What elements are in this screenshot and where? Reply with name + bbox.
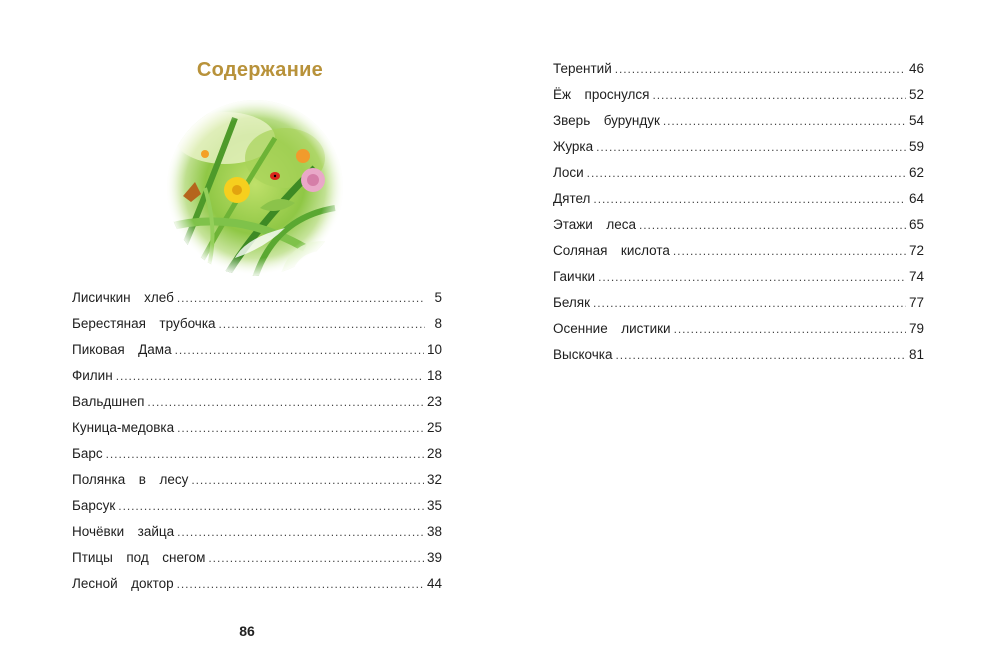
- toc-entry-page: 5: [434, 290, 442, 305]
- toc-entry[interactable]: [553, 294, 924, 320]
- toc-entry-page: 77: [908, 295, 924, 310]
- toc-entry[interactable]: [553, 190, 924, 216]
- toc-entry[interactable]: [553, 242, 924, 268]
- toc-entry-page: 10: [426, 342, 442, 357]
- toc-entry-page: 38: [426, 524, 442, 539]
- toc-entry-page: 72: [908, 243, 924, 258]
- meadow-illustration: [165, 98, 345, 278]
- dot-leader: [593, 190, 906, 208]
- toc-entry-page: 65: [908, 217, 924, 232]
- toc-entry-title: Осенние листики: [553, 321, 671, 336]
- dot-leader: [177, 289, 425, 307]
- toc-entry-page: 25: [426, 420, 442, 435]
- toc-entry-title: Филин: [72, 368, 113, 383]
- toc-entry-title: Лисичкин хлеб: [72, 290, 174, 305]
- page-number: 86: [239, 623, 255, 639]
- dot-leader: [652, 86, 906, 104]
- toc-entry-page: 28: [426, 446, 442, 461]
- toc-entry[interactable]: [553, 320, 924, 346]
- dot-leader: [615, 346, 905, 364]
- toc-entry-title: Соляная кислота: [553, 243, 670, 258]
- toc-entry-title: Лесной доктор: [72, 576, 174, 591]
- toc-entry-title: Полянка в лесу: [72, 472, 189, 487]
- toc-entry-page: 46: [908, 61, 924, 76]
- toc-entry-page: 64: [908, 191, 924, 206]
- toc-entry-page: 44: [426, 576, 442, 591]
- toc-entry-title: Лоси: [553, 165, 584, 180]
- toc-entry[interactable]: [72, 575, 442, 601]
- dot-leader: [106, 445, 424, 463]
- toc-entry-title: Пиковая Дама: [72, 342, 172, 357]
- toc-entry-title: Ночёвки зайца: [72, 524, 175, 539]
- toc-entry[interactable]: [72, 549, 442, 575]
- toc-entry-page: 81: [908, 347, 924, 362]
- toc-entry-title: Вальдшнеп: [72, 394, 145, 409]
- toc-entry-title: Птицы под снегом: [72, 550, 206, 565]
- toc-entry[interactable]: [72, 445, 442, 471]
- dot-leader: [118, 497, 424, 515]
- toc-entry-title: Зверь бурундук: [553, 113, 660, 128]
- dot-leader: [587, 164, 906, 182]
- toc-entry[interactable]: [72, 523, 442, 549]
- toc-entry-page: 62: [908, 165, 924, 180]
- toc-entry-title: Ёж проснулся: [553, 87, 650, 102]
- toc-entry[interactable]: [72, 471, 442, 497]
- toc-entry[interactable]: [553, 346, 924, 372]
- toc-entry-title: Этажи леса: [553, 217, 636, 232]
- toc-entry[interactable]: [72, 289, 442, 315]
- toc-entry[interactable]: [553, 60, 924, 86]
- toc-entry-page: 8: [434, 316, 442, 331]
- toc-entry[interactable]: [553, 268, 924, 294]
- dot-leader: [147, 393, 424, 411]
- toc-entry[interactable]: [553, 216, 924, 242]
- toc-list-left: [72, 289, 442, 601]
- toc-entry-title: Беляк: [553, 295, 591, 310]
- dot-leader: [598, 268, 906, 286]
- toc-entry-page: 59: [908, 139, 924, 154]
- dot-leader: [615, 60, 906, 78]
- dot-leader: [674, 320, 906, 338]
- toc-entry-title: Журка: [553, 139, 594, 154]
- toc-entry-title: Выскочка: [553, 347, 613, 362]
- toc-entry[interactable]: [72, 341, 442, 367]
- dot-leader: [191, 471, 424, 489]
- dot-leader: [663, 112, 906, 130]
- dot-leader: [673, 242, 906, 260]
- toc-entry[interactable]: [72, 419, 442, 445]
- dot-leader: [219, 315, 425, 333]
- dot-leader: [593, 294, 906, 312]
- dot-leader: [639, 216, 906, 234]
- toc-entry-page: 79: [908, 321, 924, 336]
- dot-leader: [596, 138, 906, 156]
- dot-leader: [177, 523, 424, 541]
- toc-entry[interactable]: [553, 112, 924, 138]
- toc-entry-title: Барс: [72, 446, 103, 461]
- toc-entry-page: 52: [908, 87, 924, 102]
- toc-entry-page: 23: [426, 394, 442, 409]
- toc-entry[interactable]: [72, 393, 442, 419]
- dot-leader: [208, 549, 424, 567]
- toc-entry-page: 35: [426, 498, 442, 513]
- toc-entry[interactable]: [72, 367, 442, 393]
- toc-entry[interactable]: [72, 497, 442, 523]
- toc-list-right: [553, 60, 924, 372]
- dot-leader: [116, 367, 424, 385]
- toc-entry-title: Берестяная трубочка: [72, 316, 216, 331]
- toc-entry-title: Терентий: [553, 61, 612, 76]
- toc-entry[interactable]: [553, 86, 924, 112]
- toc-entry-title: Барсук: [72, 498, 116, 513]
- toc-entry[interactable]: [72, 315, 442, 341]
- toc-entry-title: Куница-медовка: [72, 420, 175, 435]
- toc-entry-page: 54: [908, 113, 924, 128]
- dot-leader: [177, 419, 424, 437]
- toc-entry-page: 74: [908, 269, 924, 284]
- toc-entry-page: 18: [426, 368, 442, 383]
- dot-leader: [175, 341, 424, 359]
- toc-entry-page: 32: [426, 472, 442, 487]
- toc-entry-page: 39: [426, 550, 442, 565]
- page-title: Содержание: [196, 59, 324, 81]
- toc-entry-title: Дятел: [553, 191, 591, 206]
- toc-entry-title: Гаички: [553, 269, 596, 284]
- toc-entry[interactable]: [553, 138, 924, 164]
- toc-entry[interactable]: [553, 164, 924, 190]
- dot-leader: [177, 575, 424, 593]
